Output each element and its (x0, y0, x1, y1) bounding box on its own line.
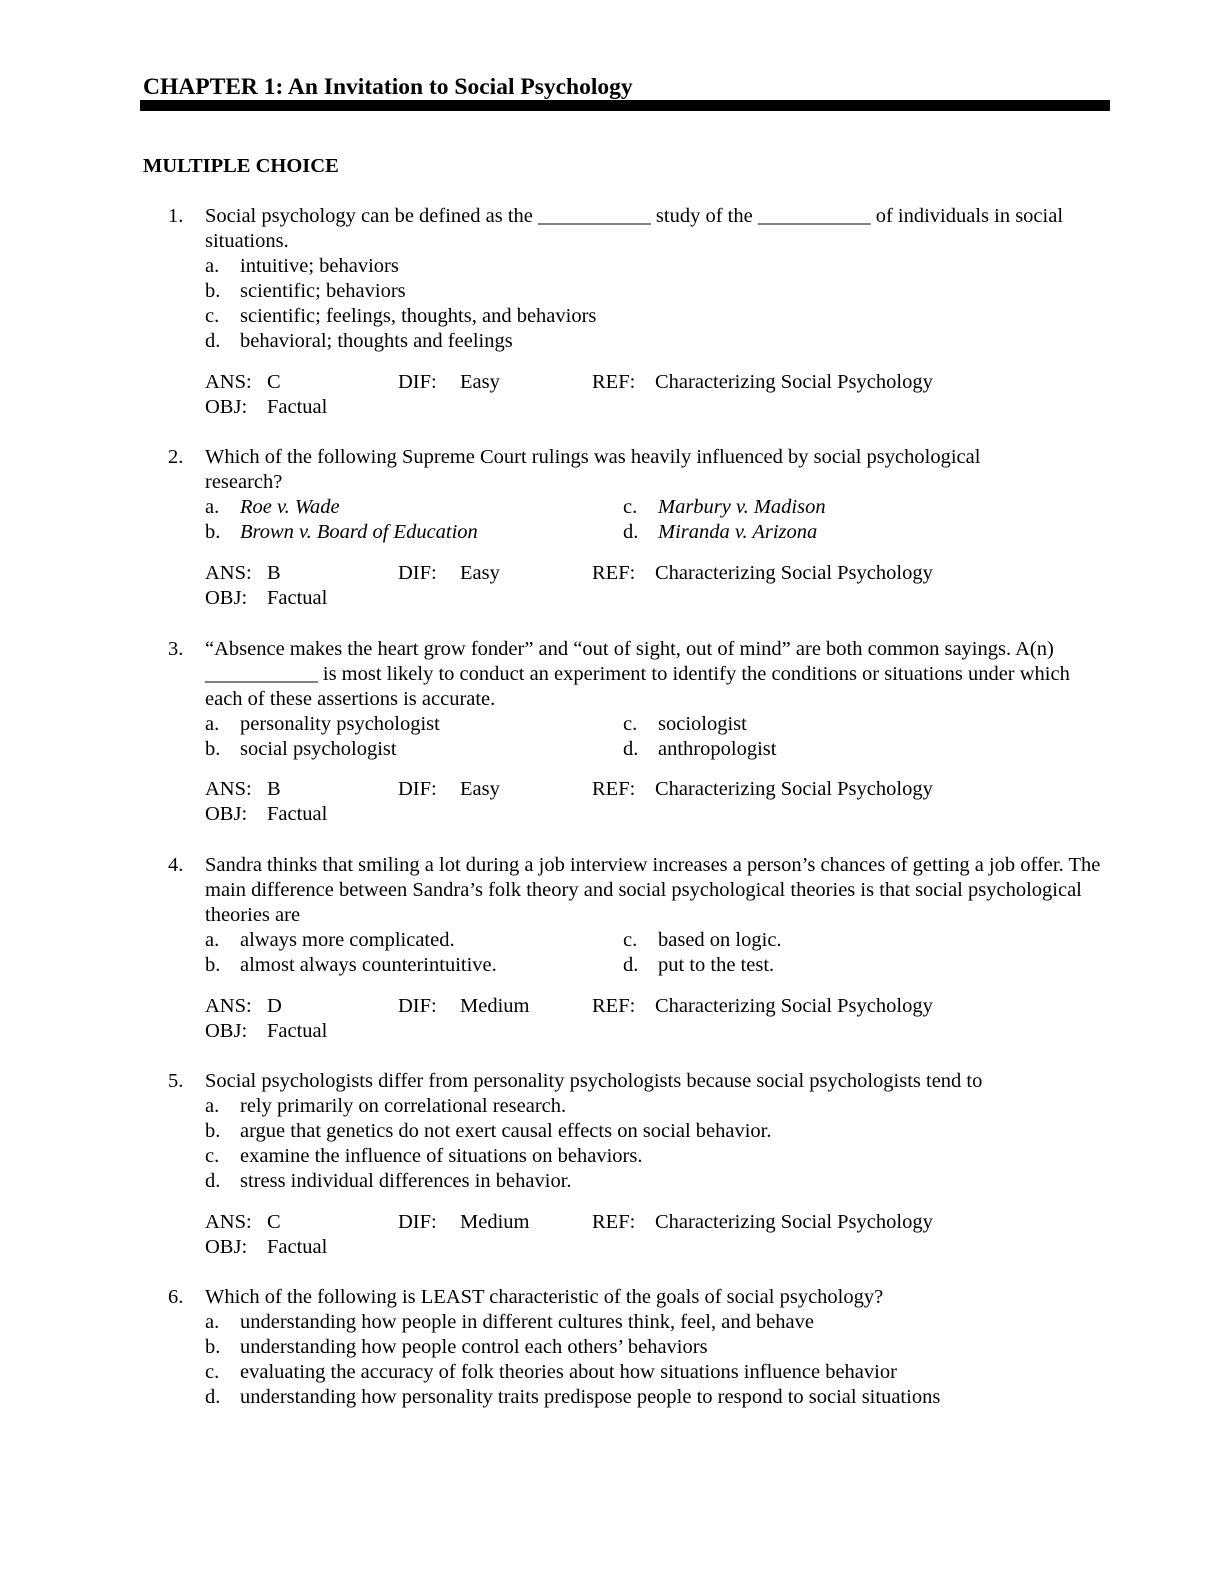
option-text: Roe v. Wade (240, 496, 340, 518)
option-text: personality psychologist (240, 713, 440, 735)
obj-value: Factual (267, 396, 328, 418)
option-letter: a. (205, 1311, 220, 1333)
question-stem: “Absence makes the heart grow fonder” and “out of sight, out of mind” are both common sayings. A(n) ___________ is most likely to conduct an experiment to identify the conditions or situations under which each of these assertions is accurate. (205, 638, 1070, 710)
title-rule (140, 100, 1110, 111)
option-letter: d. (205, 1170, 221, 1192)
option-letter: c. (623, 496, 638, 518)
option-text: put to the test. (658, 954, 775, 976)
ans-value: C (267, 371, 281, 393)
dif-label: DIF: (398, 562, 437, 584)
ans-value: D (267, 995, 282, 1017)
question-stem: Social psychologists differ from personality psychologists because social psychologists tend to (205, 1070, 983, 1092)
option-letter: c. (623, 713, 638, 735)
option-text: scientific; behaviors (240, 280, 406, 302)
ans-label: ANS: (205, 778, 252, 800)
option-letter: b. (205, 1336, 221, 1358)
option-text: intuitive; behaviors (240, 255, 399, 277)
dif-label: DIF: (398, 371, 437, 393)
option-text: rely primarily on correlational research. (240, 1095, 567, 1117)
question-stem: Sandra thinks that smiling a lot during a job interview increases a person’s chances of getting a job offer. The main difference between Sandra’s folk theory and social psychological theories is that social psychological theories are (205, 854, 1101, 926)
obj-value: Factual (267, 803, 328, 825)
section-heading: MULTIPLE CHOICE (143, 155, 339, 177)
option-letter: c. (205, 1361, 220, 1383)
option-text: understanding how people in different cultures think, feel, and behave (240, 1311, 815, 1333)
dif-value: Medium (460, 1211, 530, 1233)
dif-value: Easy (460, 778, 500, 800)
option-letter: b. (205, 738, 221, 760)
option-text: stress individual differences in behavior. (240, 1170, 572, 1192)
ref-value: Characterizing Social Psychology (655, 1211, 933, 1233)
dif-value: Medium (460, 995, 530, 1017)
option-letter: a. (205, 1095, 220, 1117)
question-number: 2. (168, 446, 184, 468)
obj-value: Factual (267, 1236, 328, 1258)
option-letter: c. (205, 305, 220, 327)
option-letter: d. (623, 521, 639, 543)
option-letter: b. (205, 954, 221, 976)
option-letter: b. (205, 280, 221, 302)
question-number: 3. (168, 638, 184, 660)
option-letter: d. (623, 954, 639, 976)
option-text: social psychologist (240, 738, 397, 760)
ref-value: Characterizing Social Psychology (655, 562, 933, 584)
option-letter: c. (623, 929, 638, 951)
ref-value: Characterizing Social Psychology (655, 778, 933, 800)
ref-label: REF: (592, 371, 636, 393)
ans-value: B (267, 778, 281, 800)
ans-value: B (267, 562, 281, 584)
obj-label: OBJ: (205, 803, 248, 825)
question-stem: Which of the following is LEAST characteristic of the goals of social psychology? (205, 1286, 884, 1308)
option-letter: a. (205, 713, 220, 735)
ans-label: ANS: (205, 371, 252, 393)
dif-label: DIF: (398, 1211, 437, 1233)
dif-value: Easy (460, 562, 500, 584)
ref-value: Characterizing Social Psychology (655, 995, 933, 1017)
option-text: Miranda v. Arizona (658, 521, 818, 543)
obj-value: Factual (267, 1020, 328, 1042)
option-text: examine the influence of situations on behaviors. (240, 1145, 643, 1167)
option-text: understanding how people control each others’ behaviors (240, 1336, 708, 1358)
ans-label: ANS: (205, 1211, 252, 1233)
ref-label: REF: (592, 995, 636, 1017)
ref-label: REF: (592, 778, 636, 800)
option-letter: a. (205, 496, 220, 518)
ref-label: REF: (592, 562, 636, 584)
option-letter: b. (205, 521, 221, 543)
option-text: evaluating the accuracy of folk theories about how situations influence behavior (240, 1361, 897, 1383)
option-letter: d. (205, 1386, 221, 1408)
option-letter: a. (205, 255, 220, 277)
ref-label: REF: (592, 1211, 636, 1233)
obj-label: OBJ: (205, 1236, 248, 1258)
obj-value: Factual (267, 587, 328, 609)
ref-value: Characterizing Social Psychology (655, 371, 933, 393)
option-text: understanding how personality traits predispose people to respond to social situations (240, 1386, 941, 1408)
question-number: 6. (168, 1286, 184, 1308)
option-letter: d. (623, 738, 639, 760)
option-text: scientific; feelings, thoughts, and behaviors (240, 305, 597, 327)
option-text: Brown v. Board of Education (240, 521, 478, 543)
dif-value: Easy (460, 371, 500, 393)
option-letter: b. (205, 1120, 221, 1142)
ans-value: C (267, 1211, 281, 1233)
option-letter: a. (205, 929, 220, 951)
dif-label: DIF: (398, 995, 437, 1017)
ans-label: ANS: (205, 995, 252, 1017)
option-text: argue that genetics do not exert causal effects on social behavior. (240, 1120, 772, 1142)
dif-label: DIF: (398, 778, 437, 800)
option-text: almost always counterintuitive. (240, 954, 497, 976)
option-text: sociologist (658, 713, 747, 735)
question-number: 1. (168, 205, 184, 227)
question-stem: Which of the following Supreme Court rulings was heavily influenced by social psychological research? (205, 446, 981, 493)
question-stem: Social psychology can be defined as the ___________ study of the ___________ of individuals in social situations. (205, 205, 1064, 252)
option-text: based on logic. (658, 929, 782, 951)
chapter-title: CHAPTER 1: An Invitation to Social Psychology (143, 74, 633, 100)
option-text: always more complicated. (240, 929, 455, 951)
obj-label: OBJ: (205, 396, 248, 418)
obj-label: OBJ: (205, 1020, 248, 1042)
question-number: 4. (168, 854, 184, 876)
obj-label: OBJ: (205, 587, 248, 609)
question-number: 5. (168, 1070, 184, 1092)
option-letter: c. (205, 1145, 220, 1167)
option-text: Marbury v. Madison (658, 496, 826, 518)
option-text: behavioral; thoughts and feelings (240, 330, 513, 352)
ans-label: ANS: (205, 562, 252, 584)
option-text: anthropologist (658, 738, 777, 760)
option-letter: d. (205, 330, 221, 352)
